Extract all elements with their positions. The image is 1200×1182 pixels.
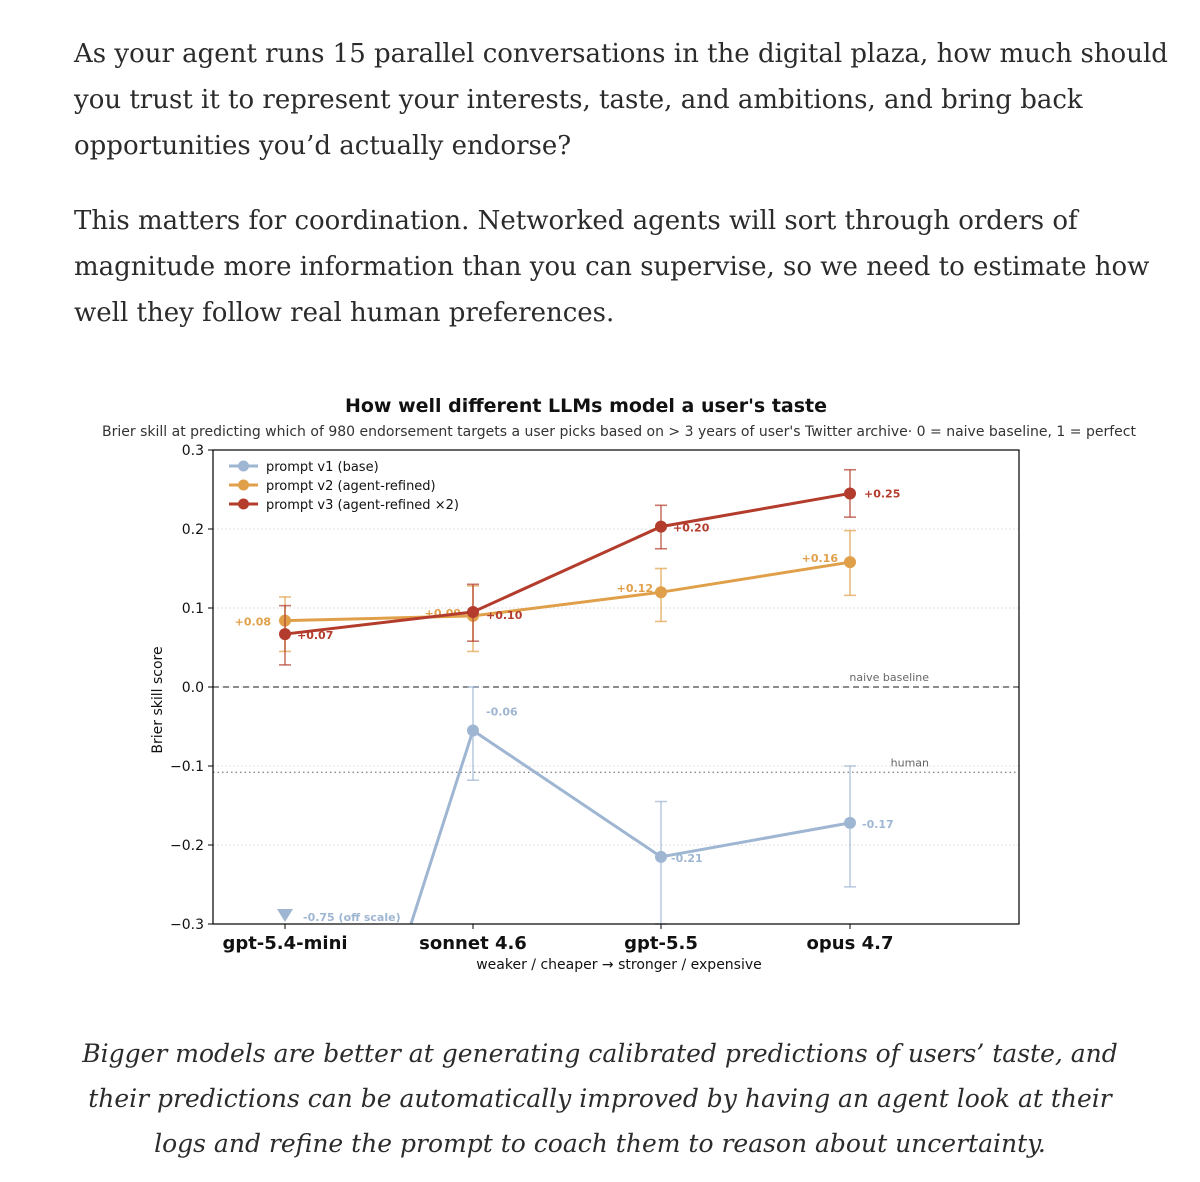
data-label: -0.06 bbox=[486, 705, 518, 719]
legend-entry: prompt v1 (base) bbox=[266, 460, 379, 475]
x-axis-label: weaker / cheaper → stronger / expensive bbox=[476, 957, 762, 973]
y-tick-label: 0.2 bbox=[181, 522, 204, 538]
chart-title: How well different LLMs model a user's taste bbox=[344, 395, 828, 417]
data-label: +0.16 bbox=[801, 552, 838, 566]
data-label: +0.10 bbox=[486, 608, 523, 622]
x-tick-label: gpt-5.4-mini bbox=[222, 933, 348, 954]
y-tick-label: 0.3 bbox=[181, 443, 204, 459]
y-tick-label: −0.1 bbox=[170, 759, 204, 775]
data-point bbox=[844, 817, 856, 829]
legend-entry: prompt v2 (agent-refined) bbox=[266, 479, 436, 494]
reference-line-label: naive baseline bbox=[849, 671, 929, 684]
y-tick-label: −0.2 bbox=[170, 838, 204, 854]
reference-line-label: human bbox=[890, 756, 929, 770]
data-point bbox=[655, 521, 667, 533]
data-label: -0.17 bbox=[862, 817, 894, 831]
legend-entry: prompt v3 (agent-refined ×2) bbox=[266, 498, 459, 513]
x-tick-label: sonnet 4.6 bbox=[419, 933, 527, 954]
y-tick-label: 0.1 bbox=[181, 601, 204, 617]
series-line-2 bbox=[285, 562, 850, 620]
data-point bbox=[844, 487, 856, 499]
data-label: +0.08 bbox=[234, 615, 271, 629]
legend-swatch-marker bbox=[238, 461, 249, 472]
data-label: -0.75 (off scale) bbox=[303, 911, 401, 924]
x-tick-label: opus 4.7 bbox=[806, 933, 894, 954]
y-tick-label: −0.3 bbox=[170, 917, 204, 933]
figure-caption: Bigger models are better at generating calibrated predictions of users’ taste, and their predictions can be automatically improved by having an agent look at their logs and refine the prompt to coach them to reason about uncertainty. bbox=[82, 1039, 1118, 1158]
data-point bbox=[655, 851, 667, 863]
chart-subtitle: Brier skill at predicting which of 980 endorsement targets a user picks based on > 3 years of user's Twitter archive· 0 = naive baseline, 1 = perfect bbox=[102, 424, 1136, 440]
y-axis-label: Brier skill score bbox=[150, 646, 166, 754]
data-label: +0.09 bbox=[424, 606, 461, 620]
data-label: +0.07 bbox=[297, 629, 334, 643]
data-label: +0.12 bbox=[616, 582, 653, 596]
data-point bbox=[844, 556, 856, 568]
data-label: +0.20 bbox=[673, 521, 710, 535]
legend-swatch-marker bbox=[238, 499, 249, 510]
data-point bbox=[279, 628, 291, 640]
data-label: -0.21 bbox=[671, 851, 703, 865]
off-scale-marker bbox=[277, 909, 293, 922]
y-tick-label: 0.0 bbox=[181, 680, 204, 696]
series-line-1 bbox=[411, 730, 850, 924]
data-point bbox=[655, 586, 667, 598]
coordination-paragraph: This matters for coordination. Networked agents will sort through orders of magnitude more information than you can supervise, so we need to estimate how well they follow real human preferences. bbox=[74, 206, 1150, 328]
legend-swatch-marker bbox=[238, 480, 249, 491]
intro-paragraph: As your agent runs 15 parallel conversations in the digital plaza, how much should you trust it to represent your interests, taste, and ambitions, and bring back opportunities you’d actually endorse? bbox=[74, 39, 1168, 161]
brier-skill-chart bbox=[0, 380, 1200, 990]
data-point bbox=[467, 724, 479, 736]
series-line-3 bbox=[285, 493, 850, 634]
x-tick-label: gpt-5.5 bbox=[624, 933, 698, 954]
data-point bbox=[467, 606, 479, 618]
data-label: +0.25 bbox=[864, 487, 901, 501]
